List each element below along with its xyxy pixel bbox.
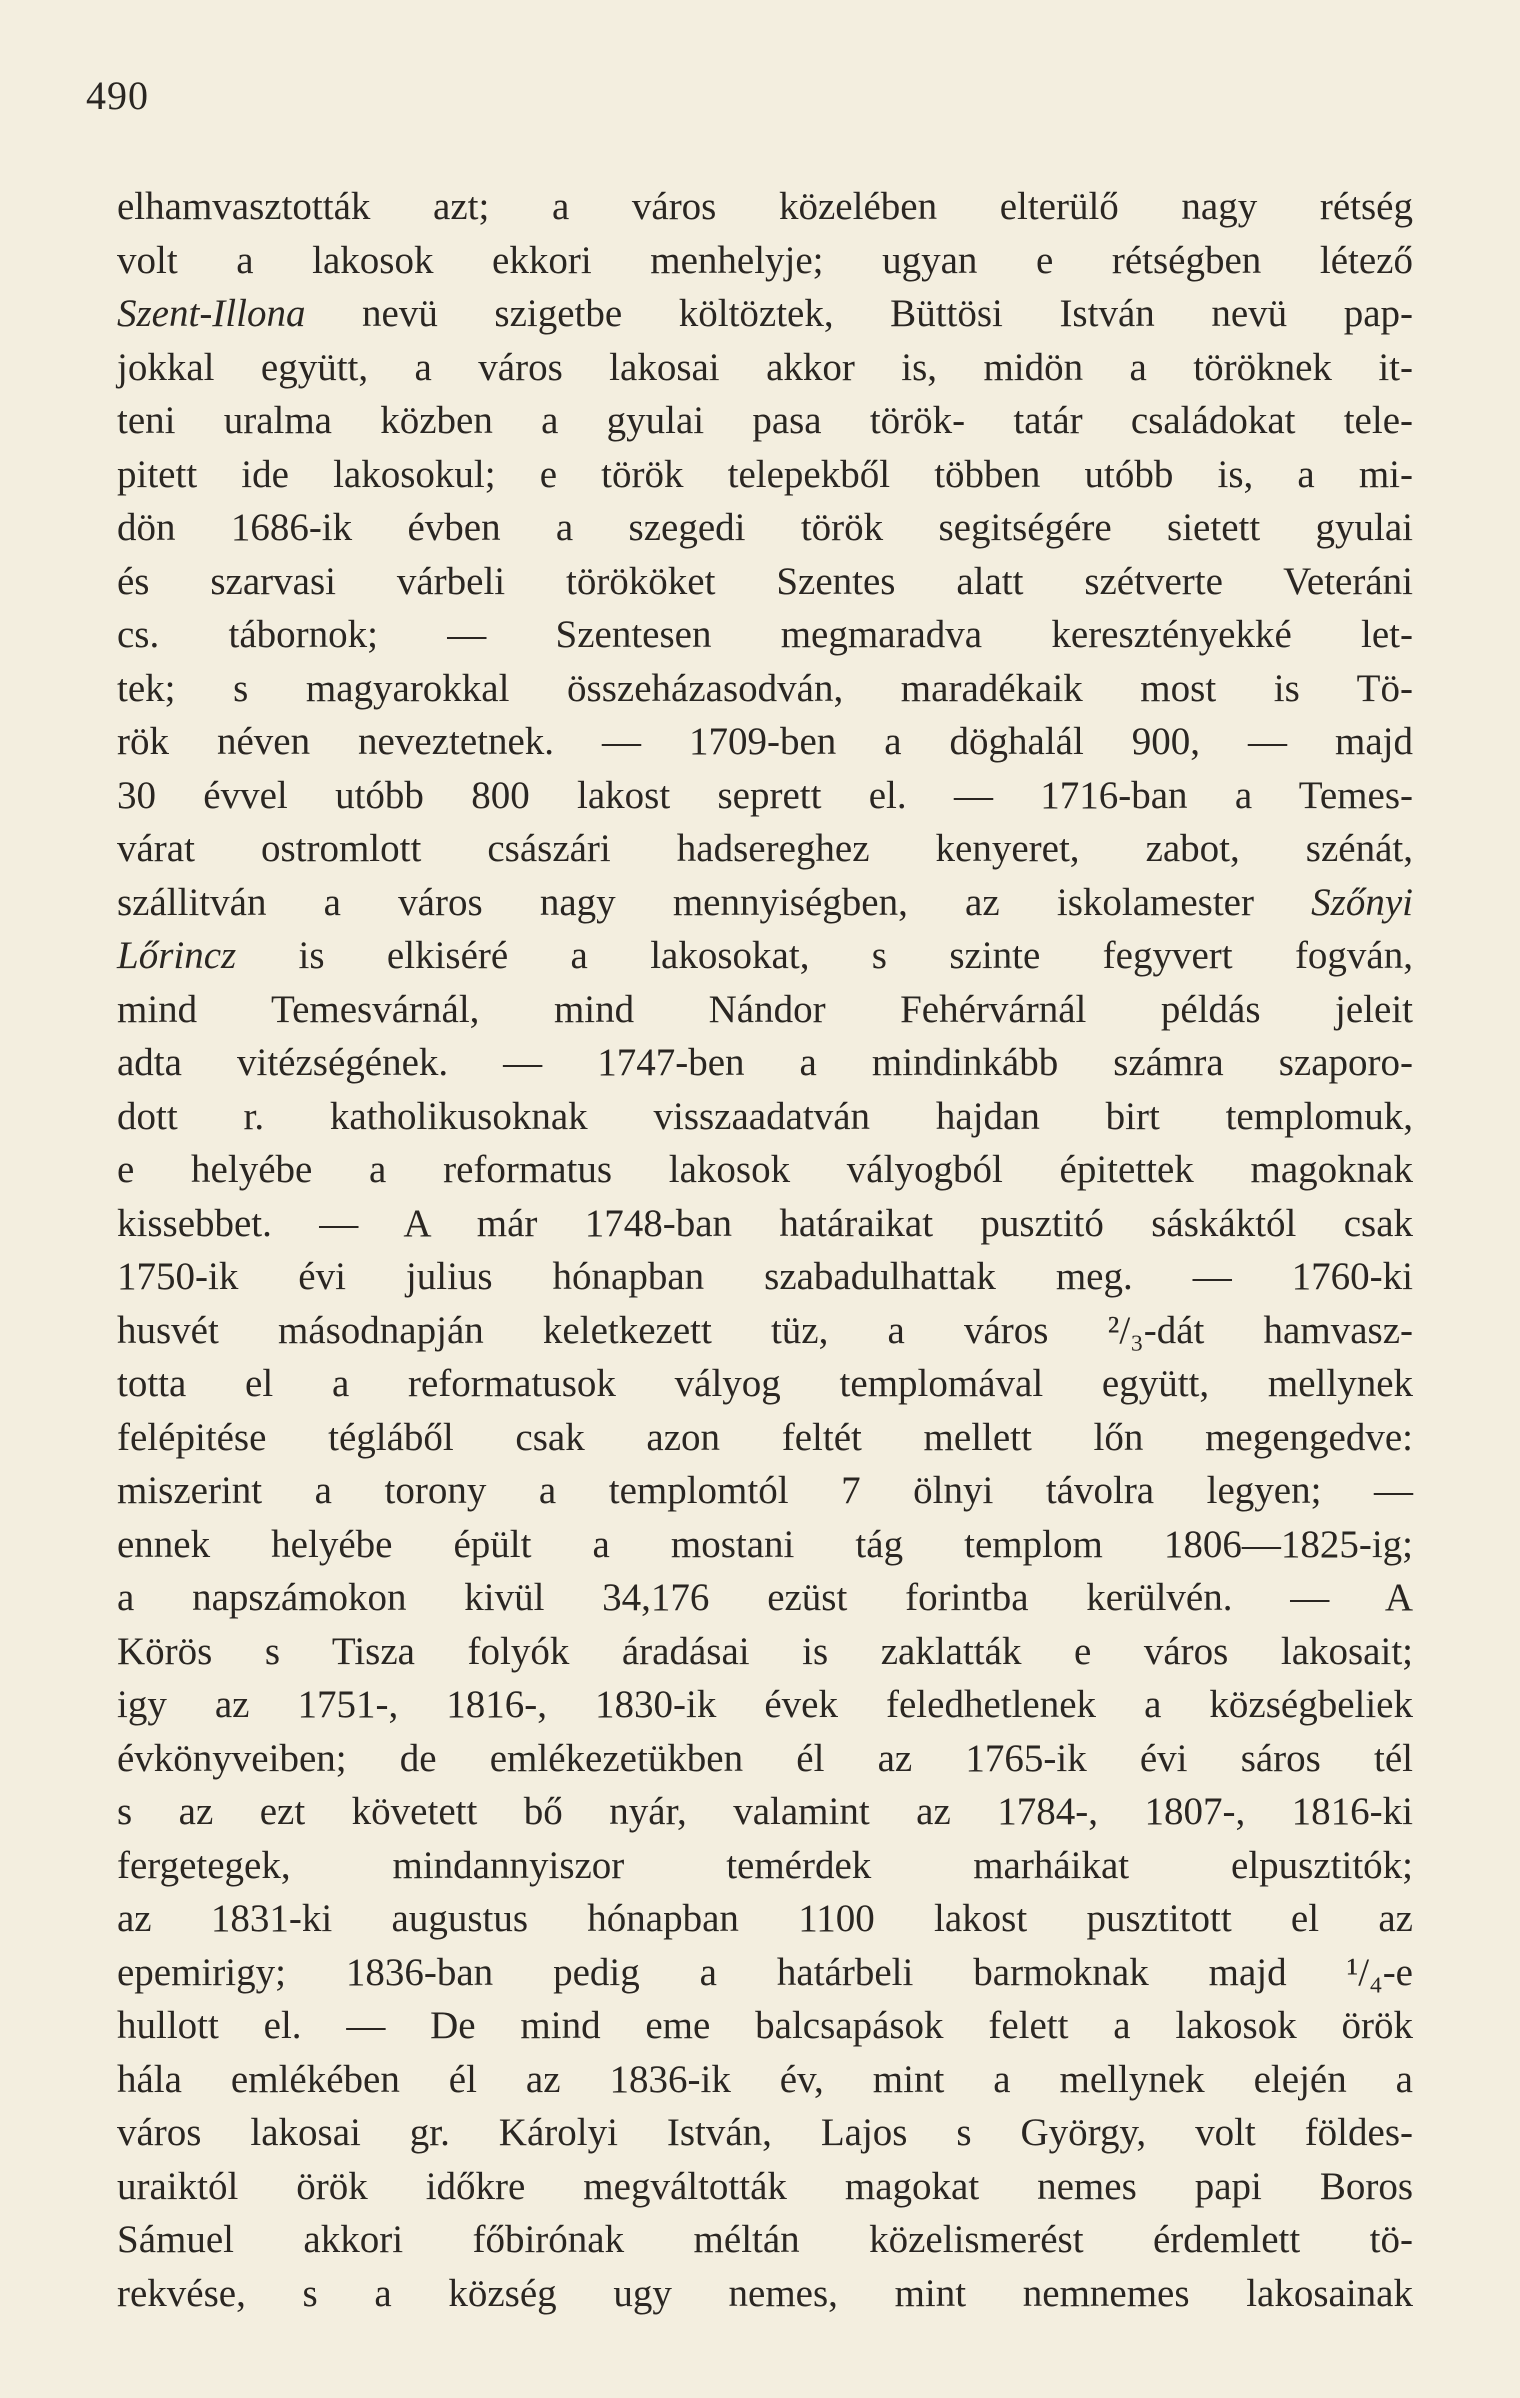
text-line-start: szállitván a város nagy mennyiségben, az iskolamester [117,880,1312,924]
text-line: dott r. katholikusoknak visszaadatván hajdan birt templomuk, [117,1094,1413,1138]
text-line: e helyébe a reformatus lakosok vályogból épitettek magoknak [117,1148,1413,1191]
text-line: az 1831-ki augustus hónapban 1100 lakost pusztitott el az [117,1897,1413,1940]
text-line: Sámuel akkori főbirónak méltán közelismerést érdemlett tö- [117,2218,1413,2261]
text-line: mind Temesvárnál, mind Nándor Fehérvárnál példás jeleit [117,987,1413,1031]
text-line: 30 évvel utóbb 800 lakost seprett el. — 1716-ban a Temes- [117,773,1413,817]
text-line: rök néven neveztetnek. — 1709-ben a döghalál 900, — majd [117,720,1413,763]
text-line: ennek helyébe épült a mostani tág templom 1806—1825-ig; [117,1522,1413,1566]
text-line-with-italic [117,287,1413,341]
text-line: fergetegek, mindannyiszor temérdek marháikat elpusztitók; [117,1843,1413,1887]
italic-surname: Szőnyi [1311,880,1413,924]
page-number: 490 [86,73,149,118]
text-line: várat ostromlott császári hadsereghez kenyeret, zabot, szénát, [117,827,1413,870]
text-line: jokkal együtt, a város lakosai akkor is, midön a töröknek it- [117,345,1413,389]
text-line-with-italic [117,876,1413,930]
text-line: és szarvasi várbeli törököket Szentes alatt szétverte Veteráni [117,559,1413,603]
body-text [117,180,1413,2320]
italic-given-name: Lőrincz [117,934,237,977]
text-line: husvét másodnapján keletkezett tüz, a város ²/₃-dát hamvasz- [117,1308,1413,1352]
text-line: adta vitézségének. — 1747-ben a mindinkább számra szaporo- [117,1041,1413,1084]
text-line: a napszámokon kivül 34,176 ezüst forintba kerülvén. — A [117,1576,1413,1619]
text-line: elhamvasztották azt; a város közelében elterülő nagy rétség [117,185,1413,228]
text-line: cs. tábornok; — Szentesen megmaradva keresztényekké let- [117,613,1413,656]
text-line: dön 1686-ik évben a szegedi török segitségére sietett gyulai [117,506,1413,549]
text-line-rest: nevü szigetbe költöztek, Büttösi István nevü pap- [305,292,1413,335]
text-line: s az ezt követett bő nyár, valamint az 1784-, 1807-, 1816-ki [117,1790,1413,1833]
text-line: hála emlékében él az 1836-ik év, mint a mellynek elején a [117,2057,1413,2101]
text-line: Körös s Tisza folyók áradásai is zaklatták e város lakosait; [117,1629,1413,1673]
text-line: rekvése, s a község ugy nemes, mint nemnemes lakosainak [117,2271,1413,2315]
text-line: pitett ide lakosokul; e török telepekből többen utóbb is, a mi- [117,452,1413,496]
text-line: 1750-ik évi julius hónapban szabadulhattak meg. — 1760-ki [117,1255,1413,1298]
text-line: felépitése tégláből csak azon feltét mellett lőn megengedve: [117,1415,1413,1459]
text-line: igy az 1751-, 1816-, 1830-ik évek feledhetlenek a községbeliek [117,1683,1413,1726]
italic-place-name: Szent-Illona [117,292,306,335]
text-line: totta el a reformatusok vályog templomával együtt, mellynek [117,1362,1413,1405]
text-line: uraiktól örök időkre megváltották magokat nemes papi Boros [117,2164,1413,2208]
text-line: volt a lakosok ekkori menhelyje; ugyan e rétségben létező [117,238,1413,282]
text-line: epemirigy; 1836-ban pedig a határbeli barmoknak majd ¹/₄-e [117,1950,1413,1994]
text-line: miszerint a torony a templomtól 7 ölnyi távolra legyen; — [117,1469,1413,1512]
text-line: hullott el. — De mind eme balcsapások felett a lakosok örök [117,2004,1413,2047]
text-line-rest: is elkiséré a lakosokat, s szinte fegyvert fogván, [236,934,1413,977]
text-line: teni uralma közben a gyulai pasa török- tatár családokat tele- [117,399,1413,442]
text-line: kissebbet. — A már 1748-ban határaikat pusztitó sáskáktól csak [117,1201,1413,1245]
text-line: tek; s magyarokkal összeházasodván, maradékaik most is Tö- [117,666,1413,710]
text-line: évkönyveiben; de emlékezetükben él az 1765-ik évi sáros tél [117,1736,1413,1780]
text-line-with-italic [117,929,1413,983]
text-line: város lakosai gr. Károlyi István, Lajos s György, volt földes- [117,2111,1413,2154]
